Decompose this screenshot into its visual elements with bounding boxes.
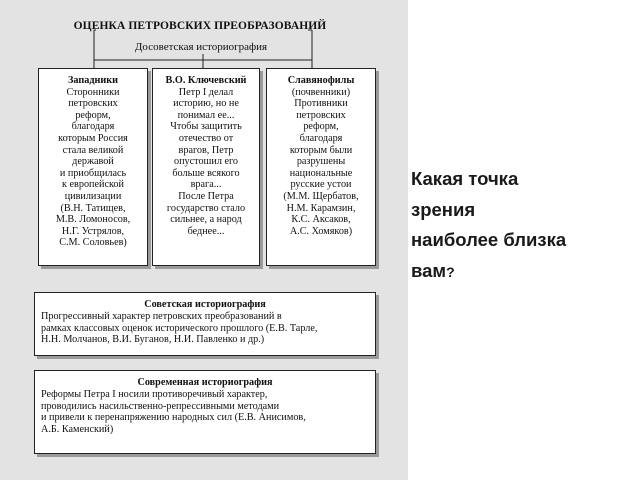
westernizers-line: цивилизации xyxy=(64,190,122,202)
modern-line: и привели к перенапряжению народных сил (Е.В. Анисимов, xyxy=(41,412,306,424)
westernizers-line: к европейской xyxy=(62,179,124,191)
klyuchevsky-line: После Петра xyxy=(178,190,234,202)
slavophiles-line: К.С. Аксаков, xyxy=(291,214,351,226)
klyuchevsky-heading: В.О. Ключевский xyxy=(165,75,247,86)
klyuchevsky-line: государство стало xyxy=(166,202,246,214)
klyuchevsky-line: опустошил его xyxy=(173,156,239,168)
soviet-line: Н.Н. Молчанов, В.И. Буганов, Н.И. Павленко и др.) xyxy=(41,334,265,346)
diagram-title: ОЦЕНКА ПЕТРОВСКИХ ПРЕОБРАЗОВАНИЙ xyxy=(73,20,327,32)
westernizers-line: Сторонники xyxy=(66,86,120,98)
slavophiles-line: А.С. Хомяков) xyxy=(289,225,353,237)
westernizers-heading: Западники xyxy=(68,75,118,86)
slavophiles-line: национальные xyxy=(289,167,353,179)
klyuchevsky-line: понимал ее... xyxy=(177,109,235,121)
slavophiles-line: петровских xyxy=(296,109,346,121)
westernizers-line: Н.Г. Устрялов, xyxy=(61,225,125,237)
westernizers-box xyxy=(38,68,148,266)
westernizers-line: которым Россия xyxy=(58,132,128,144)
slavophiles-text xyxy=(267,75,375,237)
diagram-subtitle: Досоветская историография xyxy=(134,41,268,53)
slavophiles-line: (почвенники) xyxy=(291,86,351,98)
klyuchevsky-line: врагов, Петр xyxy=(178,144,234,156)
klyuchevsky-line: Чтобы защитить xyxy=(170,121,242,133)
westernizers-text xyxy=(39,75,147,249)
modern-text xyxy=(41,389,306,435)
slavophiles-line: разрушены xyxy=(296,156,346,168)
westernizers-line: и приобщилась xyxy=(59,167,127,179)
soviet-heading: Советская историография xyxy=(144,299,266,310)
modern-line: Реформы Петра I носили противоречивый характер, xyxy=(41,389,268,400)
klyuchevsky-line: больше всякого xyxy=(172,167,240,179)
question-last-line xyxy=(411,256,631,288)
klyuchevsky-box xyxy=(152,68,260,266)
question-line: Какая точка xyxy=(411,168,519,189)
slavophiles-line: благодаря xyxy=(299,132,343,144)
slavophiles-heading: Славянофилы xyxy=(287,75,355,86)
soviet-text xyxy=(41,311,317,346)
soviet-line: рамках классовых оценок исторического прошлого (Е.В. Тарле, xyxy=(41,322,318,334)
modern-historiography-box xyxy=(34,370,376,454)
modern-line: проводились насильственно-репрессивными методами xyxy=(41,400,280,412)
klyuchevsky-line: сильнее, а народ xyxy=(170,214,242,226)
klyuchevsky-line: беднее... xyxy=(187,225,225,237)
westernizers-line: С.М. Соловьев) xyxy=(59,237,127,249)
soviet-historiography-box xyxy=(34,292,376,356)
question-mark: ? xyxy=(446,263,455,280)
slavophiles-line: Противники xyxy=(294,98,348,110)
slavophiles-line: (М.М. Щербатов, xyxy=(283,190,359,202)
question-line: наиболее близка xyxy=(411,229,567,250)
westernizers-line: М.В. Ломоносов, xyxy=(55,214,131,226)
klyuchevsky-text xyxy=(153,75,259,237)
westernizers-line: державой xyxy=(72,156,114,168)
question-last-word: вам xyxy=(411,259,447,281)
soviet-line: Прогрессивный характер петровских преобразований в xyxy=(41,311,282,322)
modern-line: А.Б. Каменский) xyxy=(41,423,114,435)
slavophiles-line: Н.М. Карамзин, xyxy=(286,202,356,214)
westernizers-line: благодаря xyxy=(71,121,115,133)
westernizers-line: петровских xyxy=(68,98,118,110)
klyuchevsky-line: Петр I делал xyxy=(178,86,234,98)
westernizers-line: стала великой xyxy=(62,144,124,156)
klyuchevsky-line: отечество от xyxy=(178,132,234,144)
question-text xyxy=(411,164,631,287)
klyuchevsky-line: историю, но не xyxy=(173,98,239,110)
slavophiles-line: которым были xyxy=(289,144,353,156)
klyuchevsky-line: врага... xyxy=(190,179,222,191)
slavophiles-line: реформ, xyxy=(303,121,339,133)
slavophiles-box xyxy=(266,68,376,266)
question-line: зрения xyxy=(411,198,476,220)
westernizers-line: реформ, xyxy=(75,109,111,121)
modern-heading: Современная историография xyxy=(137,377,273,388)
slavophiles-line: русские устои xyxy=(290,179,352,191)
westernizers-line: (В.Н. Татищев, xyxy=(60,202,126,214)
